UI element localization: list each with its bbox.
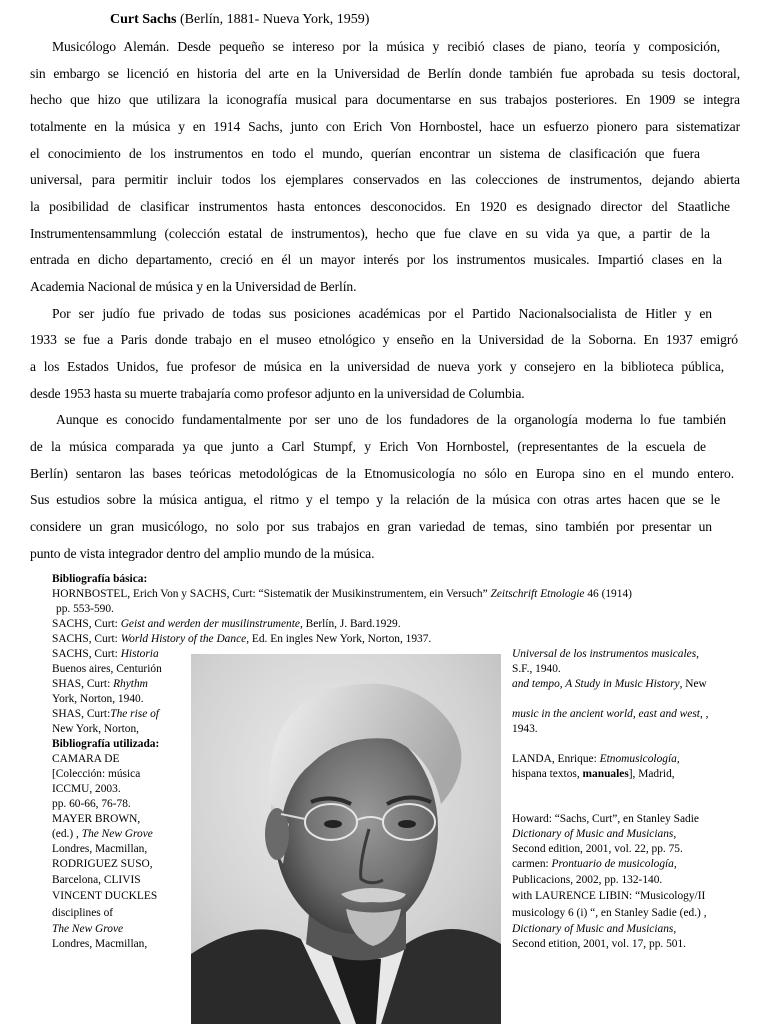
bib-left-line: York, Norton, 1940.: [52, 693, 144, 705]
bib-entry: pp. 553-590.: [56, 603, 114, 615]
bib-right-line: Second edition, 2001, vol. 22, pp. 75.: [512, 843, 683, 855]
text-line: desde 1953 hasta su muerte trabajaría como profesor adjunto en la universidad de Columbia.: [30, 386, 525, 401]
bib-left-line: Buenos aires, Centurión: [52, 663, 162, 675]
text-line: la posibilidad de clasificar instrumentos hasta entonces desconocidos. En 1920 es designado director del Staatliche: [30, 199, 730, 214]
text-line: Sus estudios sobre la música antigua, el ritmo y el tempo y la relación de la música con otras artes hacen que se le: [30, 492, 720, 507]
bibliography-used-heading: Bibliografía utilizada:: [52, 738, 160, 750]
bibliography-basic-heading: Bibliografía básica:: [52, 573, 148, 585]
bib-right-line: carmen: Prontuario de musicología,: [512, 858, 677, 870]
text-line: a los Estados Unidos, fue profesor de música en la universidad de nueva york y consejero en la biblioteca pública,: [30, 359, 724, 374]
bib-left-line: CAMARA DE: [52, 753, 120, 765]
title-name: Curt Sachs: [110, 12, 177, 27]
bib-left-line: New York, Norton,: [52, 723, 140, 735]
bib-right-line: Dictionary of Music and Musicians,: [512, 923, 677, 935]
portrait-photo: [191, 654, 501, 1024]
bib-right-line: S.F., 1940.: [512, 663, 561, 675]
bib-right-line: hispana textos, manuales], Madrid,: [512, 768, 675, 780]
bib-left-line: VINCENT DUCKLES: [52, 890, 158, 902]
page-title: [110, 10, 369, 30]
text-line: sin embargo se licenció en historia del arte en la Universidad de Berlín donde también fue aprobada su tesis doctoral,: [30, 66, 740, 81]
bib-left-line: Barcelona, CLIVIS: [52, 874, 141, 886]
text-line: Instrumentensammlung (colección estatal de instrumentos), hecho que fue clave en su vida ya que, a partir de la: [30, 226, 710, 241]
bib-right-line: LANDA, Enrique: Etnomusicología,: [512, 753, 680, 765]
text-line: Berlín) sentaron las bases teóricas metodológicas de la Etnomusicología no sólo en Europa sino en el mundo entero.: [30, 466, 734, 481]
bib-entry: HORNBOSTEL, Erich Von y SACHS, Curt: “Sistematik der Musikinstrumentem, ein Versuch” Zeitschrift Etnologie 46 (1914): [52, 588, 632, 600]
bib-right-line: with LAURENCE LIBIN: “Musicology/II: [512, 890, 706, 902]
title-dates: (Berlín, 1881- Nueva York, 1959): [180, 12, 370, 27]
bib-left-line: disciplines of: [52, 907, 114, 919]
bib-left-line: RODRIGUEZ SUSO,: [52, 858, 153, 870]
bib-right-line: Universal de los instrumentos musicales,: [512, 648, 699, 660]
bib-entry: SACHS, Curt: World History of the Dance, Ed. En ingles New York, Norton, 1937.: [52, 633, 432, 645]
text-line: Musicólogo Alemán. Desde pequeño se intereso por la música y recibió clases de piano, teoría y composición,: [52, 39, 720, 54]
text-line: universal, para permitir incluir todos los ejemplares conservados en las colecciones de instrumentos, dejando abierta: [30, 172, 740, 187]
bib-left-line: ICCMU, 2003.: [52, 783, 121, 795]
bib-right-line: music in the ancient world, east and west, ,: [512, 708, 709, 720]
text-line: punto de vista integrador dentro del amplio mundo de la música.: [30, 546, 375, 561]
bib-right-line: 1943.: [512, 723, 538, 735]
text-line: totalmente en la música y en 1914 Sachs, junto con Erich Von Hornbostel, hace un esfuerzo pionero para sistematizar: [30, 119, 740, 134]
bib-left-line: SACHS, Curt: Historia: [52, 648, 159, 660]
bib-left-line: Londres, Macmillan,: [52, 938, 148, 950]
bib-left-line: [Colección: música: [52, 768, 141, 780]
bib-left-line: (ed.) , The New Grove: [52, 828, 153, 840]
bib-right-line: and tempo, A Study in Music History, New: [512, 678, 707, 690]
text-line: considere un gran musicólogo, no solo por sus trabajos en gran variedad de temas, sino también por presentar un: [30, 519, 712, 534]
text-line: Por ser judío fue privado de todas sus posiciones académicas por el Partido Nacionalsocialista de Hitler y en: [52, 306, 712, 321]
text-line: hecho que hizo que utilizara la iconografía musical para documentarse en sus trabajos posteriores. En 1909 se integra: [30, 92, 740, 107]
bib-right-line: musicology 6 (i) “, en Stanley Sadie (ed.) ,: [512, 907, 707, 919]
bib-left-line: MAYER BROWN,: [52, 813, 141, 825]
bib-left-line: pp. 60-66, 76-78.: [52, 798, 131, 810]
bib-left-line: SHAS, Curt:The rise of: [52, 708, 159, 720]
text-line: 1933 se fue a Paris donde trabajo en el museo etnológico y enseño en la Universidad de la Soborna. En 1937 emigró: [30, 332, 738, 347]
text-line: Academia Nacional de música y en la Universidad de Berlín.: [30, 279, 357, 294]
bib-right-line: Dictionary of Music and Musicians,: [512, 828, 677, 840]
bib-left-line: The New Grove: [52, 923, 124, 935]
bib-right-line: Second etition, 2001, vol. 17, pp. 501.: [512, 938, 687, 950]
bib-left-line: Londres, Macmillan,: [52, 843, 148, 855]
text-line: el conocimiento de los instrumentos en todo el mundo, querían encontrar un sistema de clasificación que fuera: [30, 146, 700, 161]
bib-right-line: Publicacions, 2002, pp. 132-140.: [512, 874, 663, 886]
bib-right-line: Howard: “Sachs, Curt”, en Stanley Sadie: [512, 813, 699, 825]
text-line: de la música comparada ya que junto a Carl Stumpf, y Erich Von Hornbostel, (representantes de la escuela de: [30, 439, 706, 454]
bib-entry: SACHS, Curt: Geist and werden der musilinstrumente, Berlín, J. Bard.1929.: [52, 618, 401, 630]
text-line: Aunque es conocido fundamentalmente por ser uno de los fundadores de la organología moderna lo fue también: [56, 412, 726, 427]
bib-left-line: SHAS, Curt: Rhythm: [52, 678, 148, 690]
text-line: entrada en dicho departamento, creció en él un mayor interés por los instrumentos musicales. Impartió clases en la: [30, 252, 722, 267]
